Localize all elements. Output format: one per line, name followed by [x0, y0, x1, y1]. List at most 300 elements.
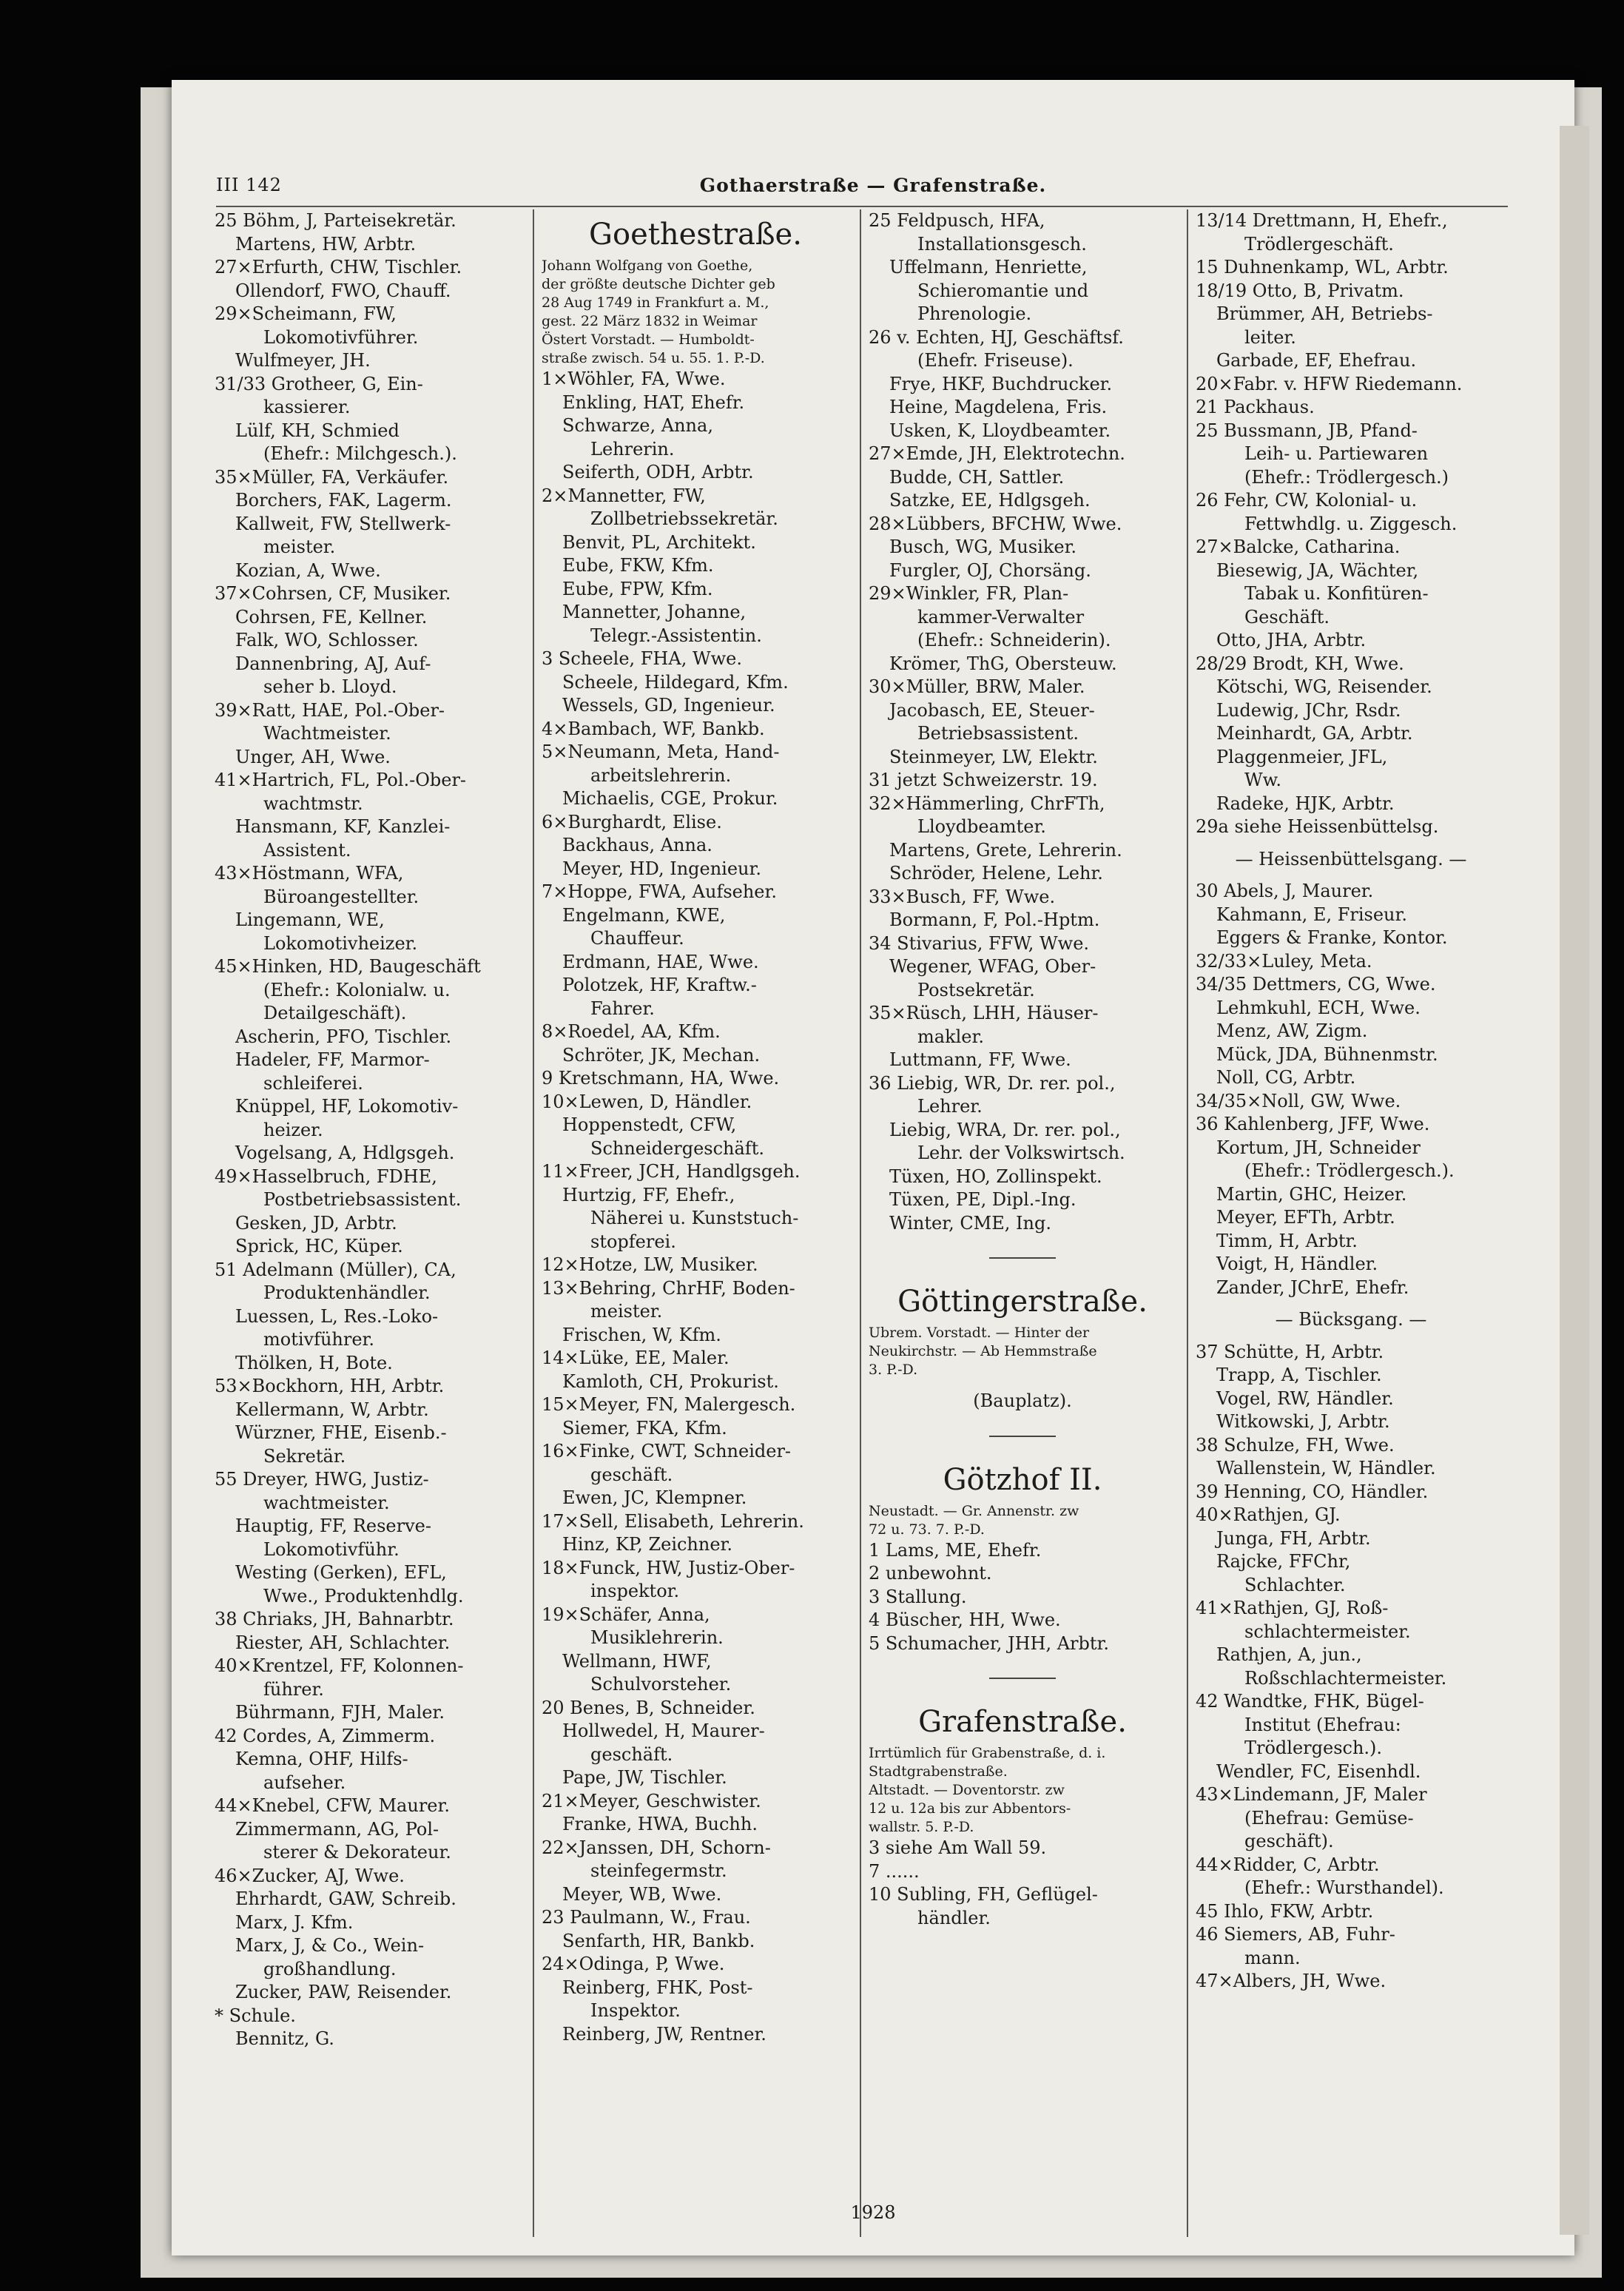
- directory-entry: 37 Schütte, H, Arbtr.: [1196, 1341, 1384, 1362]
- directory-entry: Kortum, JH, Schneider: [1216, 1137, 1421, 1158]
- directory-entry: Kellermann, W, Arbtr.: [235, 1399, 429, 1420]
- directory-entry: Ascherin, PFO, Tischler.: [235, 1026, 452, 1047]
- directory-entry: 33×Busch, FF, Wwe.: [869, 886, 1056, 907]
- section-separator: [989, 1257, 1056, 1259]
- directory-entry: 42 Wandtke, FHK, Bügel-: [1196, 1691, 1424, 1712]
- directory-entry: Marx, J. Kfm.: [235, 1911, 354, 1933]
- directory-entry: Plaggenmeier, JFL,: [1216, 746, 1388, 767]
- directory-entry: Musiklehrerin.: [590, 1627, 724, 1648]
- directory-entry: Eggers & Franke, Kontor.: [1216, 927, 1448, 948]
- directory-entry: Schieromantie und: [917, 280, 1089, 301]
- description-line: 72 u. 73. 7. P.-D.: [869, 1521, 985, 1538]
- footer-year: 1928: [850, 2202, 896, 2223]
- directory-entry: Leih- u. Partiewaren: [1244, 443, 1429, 464]
- directory-entry: stopferei.: [590, 1231, 676, 1252]
- directory-entry: Institut (Ehefrau:: [1244, 1714, 1401, 1735]
- directory-entry: Luessen, L, Res.-Loko-: [235, 1305, 439, 1327]
- directory-entry: Franke, HWA, Buchh.: [562, 1814, 758, 1834]
- directory-entry: Bührmann, FJH, Maler.: [235, 1702, 445, 1723]
- directory-entry: Furgler, OJ, Chorsäng.: [889, 559, 1091, 581]
- directory-entry: Tabak u. Konfitüren-: [1244, 583, 1429, 604]
- directory-entry: 22×Janssen, DH, Schorn-: [542, 1837, 771, 1858]
- directory-entry: heizer.: [263, 1119, 323, 1140]
- directory-entry: Ehrhardt, GAW, Schreib.: [235, 1888, 456, 1909]
- directory-entry: Cohrsen, FE, Kellner.: [235, 606, 428, 628]
- street-heading-goetzhof: Götzhof II.: [943, 1462, 1102, 1497]
- directory-entry: 31 jetzt Schweizerstr. 19.: [869, 770, 1098, 790]
- directory-entry: 3 siehe Am Wall 59.: [869, 1837, 1047, 1858]
- directory-entry: meister.: [263, 536, 336, 557]
- directory-entry: 35×Müller, FA, Verkäufer.: [215, 466, 449, 488]
- directory-entry: Steinmeyer, LW, Elektr.: [889, 746, 1098, 767]
- directory-entry: Mück, JDA, Bühnenmstr.: [1216, 1043, 1438, 1065]
- directory-entry: Lehr. der Volkswirtsch.: [917, 1143, 1125, 1163]
- directory-entry: Rathjen, A, jun.,: [1216, 1644, 1362, 1665]
- directory-entry: 38 Chriaks, JH, Bahnarbtr.: [215, 1609, 454, 1629]
- directory-entry: — Bücksgang. —: [1275, 1309, 1427, 1330]
- directory-entry: Wessels, GD, Ingenieur.: [562, 695, 775, 716]
- directory-entry: 24×Odinga, P, Wwe.: [542, 1954, 725, 1974]
- directory-entry: Gesken, JD, Arbtr.: [235, 1212, 397, 1234]
- entry-list: [869, 1539, 1176, 1656]
- page-stack-edge: [1560, 126, 1589, 2235]
- directory-entry: Martens, HW, Arbtr.: [235, 233, 417, 255]
- column-divider: [533, 209, 534, 2237]
- description-line: Östert Vorstadt. — Humboldt-: [542, 332, 755, 348]
- directory-entry: 39 Henning, CO, Händler.: [1196, 1481, 1429, 1502]
- directory-entry: Würzner, FHE, Eisenb.-: [235, 1422, 447, 1443]
- directory-entry: 7×Hoppe, FWA, Aufseher.: [542, 881, 777, 902]
- directory-entry: 34 Stivarius, FFW, Wwe.: [869, 932, 1090, 954]
- directory-entry: Trödlergeschäft.: [1244, 233, 1394, 255]
- directory-entry: Wachtmeister.: [263, 723, 391, 744]
- directory-entry: Trapp, A, Tischler.: [1216, 1365, 1382, 1385]
- directory-entry: Betriebsassistent.: [917, 723, 1079, 744]
- directory-entry: Biesewig, JA, Wächter,: [1216, 559, 1419, 581]
- directory-entry: 17×Sell, Elisabeth, Lehrerin.: [542, 1510, 804, 1532]
- directory-entry: 23 Paulmann, W., Frau.: [542, 1907, 751, 1928]
- directory-entry: sterer & Dekorateur.: [263, 1842, 451, 1863]
- directory-entry: 18×Funck, HW, Justiz-Ober-: [542, 1557, 795, 1578]
- directory-entry: Luttmann, FF, Wwe.: [889, 1049, 1071, 1070]
- directory-entry: 15 Duhnenkamp, WL, Arbtr.: [1196, 257, 1449, 277]
- directory-entry: 4×Bambach, WF, Bankb.: [542, 718, 765, 739]
- directory-entry: 49×Hasselbruch, FDHE,: [215, 1165, 437, 1187]
- section-separator: [989, 1678, 1056, 1679]
- directory-entry: 32×Hämmerling, ChrFTh,: [869, 793, 1105, 814]
- directory-entry: — Heissenbüttelsgang. —: [1235, 848, 1467, 869]
- directory-entry: 25 Bussmann, JB, Pfand-: [1196, 420, 1418, 441]
- description-line: Neustadt. — Gr. Annenstr. zw: [869, 1502, 1079, 1519]
- directory-entry: Liebig, WRA, Dr. rer. pol.,: [889, 1119, 1121, 1140]
- directory-entry: 29×Winkler, FR, Plan-: [869, 583, 1069, 604]
- directory-entry: schlachtermeister.: [1244, 1621, 1411, 1642]
- street-heading-goettingerstrasse: Göttingerstraße.: [897, 1285, 1148, 1319]
- directory-entry: steinfegermstr.: [590, 1860, 727, 1881]
- directory-entry: 15×Meyer, FN, Malergesch.: [542, 1394, 796, 1415]
- directory-entry: 40×Rathjen, GJ.: [1196, 1504, 1341, 1525]
- directory-entry: Borchers, FAK, Lagerm.: [235, 490, 452, 511]
- description-line: 12 u. 12a bis zur Abbentors-: [869, 1800, 1071, 1817]
- directory-entry: 1 Lams, ME, Ehefr.: [869, 1539, 1042, 1561]
- directory-entry: arbeitslehrerin.: [590, 764, 732, 786]
- directory-entry: großhandlung.: [263, 1958, 397, 1979]
- directory-entry: Zucker, PAW, Reisender.: [235, 1982, 452, 2002]
- entry-list: [869, 209, 1176, 1235]
- directory-entry: (Ehefr.: Milchgesch.).: [263, 443, 457, 464]
- directory-entry: 46×Zucker, AJ, Wwe.: [215, 1865, 405, 1886]
- directory-entry: Schulvorsteher.: [590, 1674, 732, 1695]
- directory-entry: Lingemann, WE,: [235, 909, 385, 930]
- directory-entry: Lehrer.: [917, 1096, 983, 1117]
- directory-entry: (Ehefr.: Kolonialw. u.: [263, 979, 451, 1000]
- directory-entry: Krömer, ThG, Obersteuw.: [889, 653, 1117, 674]
- directory-entry: Zander, JChrE, Ehefr.: [1216, 1276, 1409, 1298]
- directory-entry: Kahmann, E, Friseur.: [1216, 904, 1407, 925]
- directory-entry: Assistent.: [263, 839, 351, 861]
- directory-entry: (Ehefr.: Schneiderin).: [917, 630, 1111, 650]
- directory-entry: Rajcke, FFChr,: [1216, 1551, 1351, 1572]
- directory-entry: Siemer, FKA, Kfm.: [562, 1417, 727, 1439]
- directory-entry: Wulfmeyer, JH.: [235, 350, 371, 371]
- directory-entry: 27×Balcke, Catharina.: [1196, 536, 1401, 557]
- description-line: Irrtümlich für Grabenstraße, d. i.: [869, 1745, 1106, 1761]
- directory-entry: 41×Rathjen, GJ, Roß-: [1196, 1598, 1389, 1618]
- directory-entry: Lokomotivführer.: [263, 326, 419, 348]
- directory-entry: 41×Hartrich, FL, Pol.-Ober-: [215, 770, 467, 790]
- directory-entry: Ollendorf, FWO, Chauff.: [235, 280, 451, 301]
- description-line: der größte deutsche Dichter geb: [542, 276, 775, 292]
- directory-entry: Noll, CG, Arbtr.: [1216, 1067, 1356, 1088]
- directory-entry: Marx, J, & Co., Wein-: [235, 1935, 425, 1956]
- directory-entry: 13×Behring, ChrHF, Boden-: [542, 1277, 795, 1299]
- directory-entry: Hansmann, KF, Kanzlei-: [235, 816, 451, 837]
- directory-entry: (Ehefr. Friseuse).: [917, 350, 1074, 371]
- directory-entry: Vogelsang, A, Hdlgsgeh.: [235, 1143, 455, 1163]
- directory-entry: 36 Liebig, WR, Dr. rer. pol.,: [869, 1072, 1116, 1094]
- description-line: Ubrem. Vorstadt. — Hinter der: [869, 1325, 1090, 1341]
- directory-entry: 4 Büscher, HH, Wwe.: [869, 1609, 1061, 1630]
- directory-entry: Backhaus, Anna.: [562, 835, 712, 855]
- directory-entry: Reinberg, JW, Rentner.: [562, 2023, 766, 2045]
- directory-entry: Benvit, PL, Architekt.: [562, 531, 756, 553]
- directory-entry: Michaelis, CGE, Prokur.: [562, 788, 778, 809]
- directory-entry: 53×Bockhorn, HH, Arbtr.: [215, 1376, 445, 1396]
- directory-entry: Voigt, H, Händler.: [1216, 1254, 1378, 1274]
- directory-entry: Schwarze, Anna,: [562, 415, 713, 436]
- directory-entry: Lloydbeamter.: [917, 816, 1046, 837]
- directory-entry: kassierer.: [263, 397, 351, 417]
- directory-entry: Martens, Grete, Lehrerin.: [889, 839, 1122, 861]
- directory-entry: 1×Wöhler, FA, Wwe.: [542, 369, 726, 389]
- directory-entry: Kötschi, WG, Reisender.: [1216, 676, 1432, 697]
- street-description: [869, 1324, 1176, 1379]
- directory-entry: 45×Hinken, HD, Baugeschäft: [215, 956, 481, 977]
- directory-entry: Lülf, KH, Schmied: [235, 420, 400, 441]
- directory-entry: 25 Feldpusch, HFA,: [869, 210, 1045, 231]
- directory-entry: Bennitz, G.: [235, 2028, 334, 2049]
- directory-entry: Meyer, HD, Ingenieur.: [562, 858, 761, 879]
- directory-entry: 34/35×Noll, GW, Wwe.: [1196, 1090, 1401, 1111]
- directory-entry: 29×Scheimann, FW,: [215, 303, 397, 324]
- column-1: [215, 209, 522, 2051]
- directory-entry: Hoppenstedt, CFW,: [562, 1114, 737, 1135]
- directory-entry: Fettwhdlg. u. Ziggesch.: [1244, 513, 1458, 534]
- directory-entry: 42 Cordes, A, Zimmerm.: [215, 1725, 436, 1746]
- directory-entry: Kozian, A, Wwe.: [235, 559, 381, 581]
- column-2: [542, 209, 849, 2046]
- directory-entry: Vogel, RW, Händler.: [1216, 1387, 1394, 1409]
- directory-entry: 21 Packhaus.: [1196, 397, 1315, 417]
- directory-entry: 43×Höstmann, WFA,: [215, 863, 404, 884]
- directory-entry: Mannetter, Johanne,: [562, 602, 747, 622]
- directory-entry: 34/35 Dettmers, CG, Wwe.: [1196, 974, 1436, 995]
- directory-entry: Riester, AH, Schlachter.: [235, 1632, 451, 1653]
- directory-entry: 55 Dreyer, HWG, Justiz-: [215, 1469, 429, 1490]
- directory-entry: Falk, WO, Schlosser.: [235, 630, 419, 650]
- directory-entry: Garbade, EF, Ehefrau.: [1216, 350, 1417, 371]
- directory-entry: 20 Benes, B, Schneider.: [542, 1697, 755, 1718]
- directory-entry: Usken, K, Lloydbeamter.: [889, 420, 1111, 441]
- directory-entry: meister.: [590, 1301, 663, 1322]
- directory-entry: 29a siehe Heissenbüttelsg.: [1196, 816, 1439, 837]
- directory-entry: 26 v. Echten, HJ, Geschäftsf.: [869, 326, 1124, 348]
- directory-entry: 2×Mannetter, FW,: [542, 485, 706, 506]
- directory-entry: Postsekretär.: [917, 979, 1035, 1000]
- directory-entry: 39×Ratt, HAE, Pol.-Ober-: [215, 699, 445, 721]
- directory-entry: makler.: [917, 1026, 984, 1047]
- directory-entry: Busch, WG, Musiker.: [889, 536, 1077, 557]
- directory-entry: Büroangestellter.: [263, 886, 420, 907]
- directory-entry: Kamloth, CH, Prokurist.: [562, 1370, 779, 1392]
- directory-entry: Ewen, JC, Klempner.: [562, 1487, 747, 1508]
- directory-entry: Trödlergesch.).: [1244, 1737, 1383, 1758]
- directory-entry: (Ehefrau: Gemüse-: [1244, 1807, 1414, 1829]
- entry-list: [542, 368, 849, 2046]
- directory-entry: Hurtzig, FF, Ehefr.,: [562, 1184, 735, 1205]
- directory-entry: wachtmeister.: [263, 1492, 390, 1513]
- directory-entry: Enkling, HAT, Ehefr.: [562, 391, 745, 413]
- directory-entry: Installationsgesch.: [917, 233, 1087, 255]
- description-line: wallstr. 5. P.-D.: [869, 1819, 974, 1835]
- directory-entry: 45 Ihlo, FKW, Arbtr.: [1196, 1900, 1374, 1922]
- directory-entry: 44×Ridder, C, Arbtr.: [1196, 1854, 1380, 1875]
- directory-entry: Heine, Magdelena, Fris.: [889, 397, 1108, 417]
- directory-entry: führer.: [263, 1678, 324, 1700]
- description-line: gest. 22 März 1832 in Weimar: [542, 313, 758, 329]
- directory-entry: Witkowski, J, Arbtr.: [1216, 1411, 1390, 1432]
- directory-entry: Roßschlachtermeister.: [1244, 1667, 1447, 1689]
- section-separator: [989, 1436, 1056, 1437]
- directory-entry: Senfarth, HR, Bankb.: [562, 1930, 755, 1951]
- directory-entry: Schneidergeschäft.: [590, 1137, 764, 1159]
- directory-entry: Wallenstein, W, Händler.: [1216, 1458, 1436, 1478]
- directory-entry: 20×Fabr. v. HFW Riedemann.: [1196, 373, 1463, 394]
- directory-entry: Hollwedel, H, Maurer-: [562, 1720, 765, 1741]
- directory-entry: 32/33×Luley, Meta.: [1196, 950, 1372, 972]
- directory-entry: Satzke, EE, Hdlgsgeh.: [889, 490, 1091, 511]
- directory-entry: 9 Kretschmann, HA, Wwe.: [542, 1068, 780, 1089]
- directory-entry: Scheele, Hildegard, Kfm.: [562, 671, 789, 693]
- directory-entry: Schröter, JK, Mechan.: [562, 1044, 761, 1066]
- directory-entry: Zollbetriebssekretär.: [590, 508, 778, 529]
- directory-entry: Schröder, Helene, Lehr.: [889, 863, 1103, 884]
- directory-entry: 16×Finke, CWT, Schneider-: [542, 1441, 792, 1461]
- directory-entry: 28×Lübbers, BFCHW, Wwe.: [869, 513, 1122, 534]
- directory-entry: 27×Emde, JH, Elektrotechn.: [869, 443, 1125, 464]
- directory-entry: 11×Freer, JCH, Handlgsgeh.: [542, 1161, 801, 1182]
- directory-entry: Hinz, KP, Zeichner.: [562, 1534, 733, 1555]
- directory-entry: Engelmann, KWE,: [562, 904, 726, 926]
- directory-entry: Martin, GHC, Heizer.: [1216, 1183, 1407, 1205]
- page-title: Gothaerstraße — Grafenstraße.: [699, 175, 1047, 196]
- directory-entry: Fahrer.: [590, 998, 655, 1019]
- directory-entry: 10×Lewen, D, Händler.: [542, 1091, 752, 1112]
- directory-entry: 7 ......: [869, 1860, 920, 1882]
- directory-entry: Pape, JW, Tischler.: [562, 1767, 727, 1788]
- directory-entry: geschäft).: [1244, 1831, 1334, 1851]
- directory-entry: 27×Erfurth, CHW, Tischler.: [215, 257, 462, 277]
- directory-entry: wachtmstr.: [263, 793, 363, 814]
- directory-entry: Telegr.-Assistentin.: [590, 625, 762, 646]
- page-number: III 142: [216, 175, 282, 195]
- directory-entry: Inspektor.: [590, 2000, 681, 2021]
- directory-entry: Kallweit, FW, Stellwerk-: [235, 513, 451, 534]
- directory-entry: 18/19 Otto, B, Privatm.: [1196, 280, 1404, 301]
- directory-entry: Schlachter.: [1244, 1574, 1346, 1595]
- column-4: [1196, 209, 1506, 1994]
- directory-entry: Wellmann, HWF,: [562, 1650, 712, 1672]
- directory-entry: 35×Rüsch, LHH, Häuser-: [869, 1003, 1099, 1023]
- directory-entry: Hauptig, FF, Reserve-: [235, 1515, 431, 1536]
- directory-entry: 47×Albers, JH, Wwe.: [1196, 1971, 1387, 1991]
- directory-entry: 8×Roedel, AA, Kfm.: [542, 1021, 721, 1042]
- directory-entry: kammer-Verwalter: [917, 606, 1085, 628]
- street-note: (Bauplatz).: [973, 1390, 1072, 1411]
- directory-entry: 36 Kahlenberg, JFF, Wwe.: [1196, 1114, 1430, 1134]
- directory-entry: Ludewig, JChr, Rsdr.: [1216, 699, 1401, 721]
- street-heading-goethestrasse: Goethestraße.: [589, 218, 802, 252]
- directory-entry: 3 Scheele, FHA, Wwe.: [542, 648, 742, 669]
- directory-entry: Eube, FKW, Kfm.: [562, 555, 714, 576]
- directory-entry: Sekretär.: [263, 1445, 346, 1467]
- directory-entry: Polotzek, HF, Kraftw.-: [562, 975, 757, 995]
- directory-entry: Ww.: [1244, 770, 1281, 790]
- directory-entry: Wegener, WFAG, Ober-: [889, 956, 1096, 977]
- directory-entry: 13/14 Drettmann, H, Ehefr.,: [1196, 210, 1448, 231]
- directory-entry: Meyer, EFTh, Arbtr.: [1216, 1207, 1395, 1228]
- directory-entry: 26 Fehr, CW, Kolonial- u.: [1196, 490, 1418, 511]
- directory-entry: Seiferth, ODH, Arbtr.: [562, 462, 754, 482]
- directory-entry: Meinhardt, GA, Arbtr.: [1216, 723, 1413, 744]
- directory-entry: Kemna, OHF, Hilfs-: [235, 1749, 408, 1769]
- directory-entry: Wwe., Produktenhdlg.: [263, 1585, 464, 1607]
- directory-entry: 31/33 Grotheer, G, Ein-: [215, 373, 423, 394]
- directory-entry: 44×Knebel, CFW, Maurer.: [215, 1795, 450, 1816]
- directory-entry: Frischen, W, Kfm.: [562, 1324, 721, 1345]
- description-line: Stadtgrabenstraße.: [869, 1763, 1008, 1780]
- directory-entry: 5×Neumann, Meta, Hand-: [542, 741, 780, 762]
- directory-entry: 10 Subling, FH, Geflügel-: [869, 1884, 1098, 1905]
- directory-entry: Tüxen, PE, Dipl.-Ing.: [889, 1189, 1077, 1210]
- directory-entry: Jacobasch, EE, Steuer-: [889, 699, 1095, 721]
- directory-entry: Näherei u. Kunststuch-: [590, 1208, 799, 1228]
- directory-entry: Lehrerin.: [590, 438, 675, 460]
- directory-entry: Wendler, FC, Eisenhdl.: [1216, 1760, 1421, 1782]
- directory-entry: 21×Meyer, Geschwister.: [542, 1790, 761, 1811]
- directory-entry: Erdmann, HAE, Wwe.: [562, 951, 759, 972]
- directory-entry: 40×Krentzel, FF, Kolonnen-: [215, 1655, 464, 1676]
- directory-entry: 37×Cohrsen, CF, Musiker.: [215, 583, 451, 604]
- directory-entry: leiter.: [1244, 326, 1296, 348]
- directory-entry: Eube, FPW, Kfm.: [562, 578, 713, 599]
- street-description: [869, 1502, 1176, 1539]
- directory-entry: 6×Burghardt, Elise.: [542, 811, 722, 832]
- directory-entry: geschäft.: [590, 1464, 673, 1485]
- directory-entry: 28/29 Brodt, KH, Wwe.: [1196, 653, 1404, 674]
- directory-entry: inspektor.: [590, 1581, 680, 1601]
- street-description: [869, 1744, 1176, 1837]
- directory-entry: 25 Böhm, J, Parteisekretär.: [215, 210, 456, 231]
- directory-entry: 38 Schulze, FH, Wwe.: [1196, 1434, 1395, 1456]
- directory-entry: händler.: [917, 1907, 991, 1928]
- directory-entry: geschäft.: [590, 1743, 673, 1765]
- directory-entry: 14×Lüke, EE, Maler.: [542, 1348, 730, 1368]
- directory-entry: 43×Lindemann, JF, Maler: [1196, 1784, 1427, 1805]
- directory-entry: motivführer.: [263, 1329, 375, 1350]
- directory-entry: 46 Siemers, AB, Fuhr-: [1196, 1924, 1395, 1945]
- entry-list: [869, 1837, 1176, 1930]
- directory-entry: Detailgeschäft).: [263, 1003, 407, 1023]
- description-line: Johann Wolfgang von Goethe,: [542, 258, 753, 274]
- directory-entry: Knüppel, HF, Lokomotiv-: [235, 1096, 459, 1117]
- directory-entry: Meyer, WB, Wwe.: [562, 1883, 722, 1905]
- directory-entry: Produktenhändler.: [263, 1282, 431, 1303]
- directory-entry: Lokomotivführ.: [263, 1538, 400, 1560]
- directory-entry: Lehmkuhl, ECH, Wwe.: [1216, 997, 1421, 1018]
- directory-entry: Zimmermann, AG, Pol-: [235, 1818, 439, 1840]
- directory-entry: * Schule.: [215, 2005, 296, 2026]
- directory-entry: Junga, FH, Arbtr.: [1216, 1527, 1371, 1549]
- directory-entry: Westing (Gerken), EFL,: [235, 1562, 447, 1583]
- directory-entry: Reinberg, FHK, Post-: [562, 1977, 753, 1998]
- directory-entry: Postbetriebsassistent.: [263, 1189, 462, 1210]
- description-line: straße zwisch. 54 u. 55. 1. P.-D.: [542, 350, 765, 366]
- street-heading-grafenstrasse: Grafenstraße.: [918, 1705, 1127, 1739]
- directory-entry: 19×Schäfer, Anna,: [542, 1604, 710, 1625]
- directory-entry: 12×Hotze, LW, Musiker.: [542, 1254, 758, 1275]
- directory-entry: Unger, AH, Wwe.: [235, 746, 391, 767]
- street-description: [542, 257, 849, 368]
- directory-entry: Chauffeur.: [590, 928, 684, 949]
- directory-entry: Winter, CME, Ing.: [889, 1212, 1051, 1234]
- directory-entry: 30 Abels, J, Maurer.: [1196, 881, 1374, 901]
- directory-entry: 2 unbewohnt.: [869, 1563, 992, 1584]
- description-line: Altstadt. — Doventorstr. zw: [869, 1782, 1065, 1798]
- directory-entry: Otto, JHA, Arbtr.: [1216, 630, 1367, 650]
- directory-entry: aufseher.: [263, 1772, 346, 1793]
- directory-entry: (Ehefr.: Trödlergesch.): [1244, 466, 1449, 488]
- directory-entry: mann.: [1244, 1947, 1301, 1968]
- directory-entry: Uffelmann, Henriette,: [889, 257, 1088, 277]
- column-divider: [1187, 209, 1188, 2237]
- directory-entry: Dannenbring, AJ, Auf-: [235, 653, 431, 674]
- directory-entry: (Ehefr.: Trödlergesch.).: [1244, 1160, 1455, 1181]
- directory-entry: 3 Stallung.: [869, 1586, 967, 1607]
- directory-entry: Sprick, HC, Küper.: [235, 1236, 403, 1256]
- directory-entry: (Ehefr.: Wursthandel).: [1244, 1877, 1444, 1898]
- directory-entry: Hadeler, FF, Marmor-: [235, 1049, 430, 1070]
